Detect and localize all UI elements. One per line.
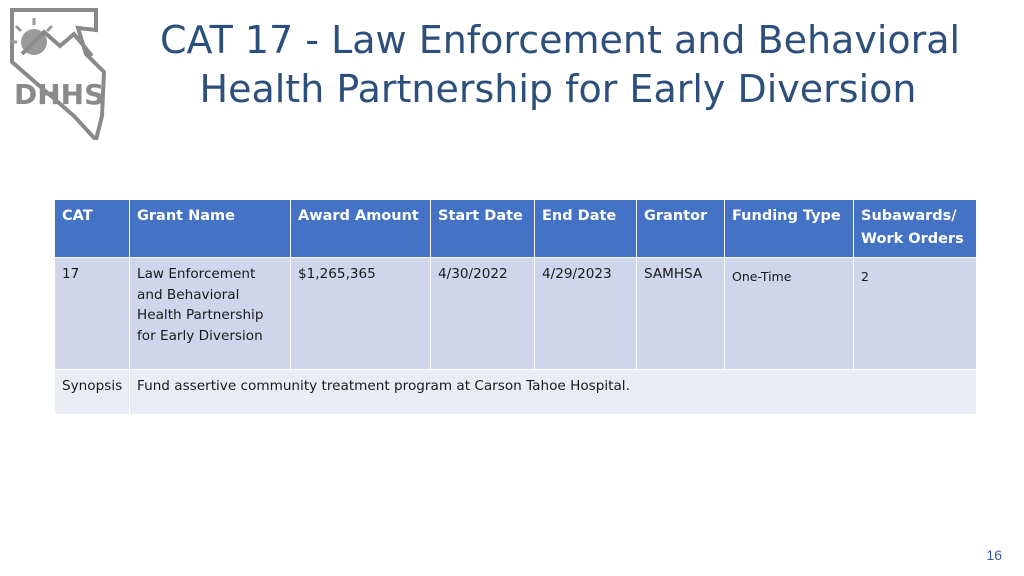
cell-grant-name: Law Enforcement and Behavioral Health Partnership for Early Diversion bbox=[130, 258, 291, 370]
header-cat: CAT bbox=[55, 200, 130, 258]
header-end-date: End Date bbox=[535, 200, 637, 258]
dhhs-logo bbox=[4, 4, 108, 140]
grant-table bbox=[54, 199, 977, 415]
table-header-row bbox=[55, 200, 977, 258]
title-line-1: CAT 17 - Law Enforcement and Behavioral bbox=[160, 18, 961, 62]
cell-funding-type: One-Time bbox=[725, 258, 854, 370]
header-funding-type: Funding Type bbox=[725, 200, 854, 258]
cell-subawards: 2 bbox=[854, 258, 977, 370]
header-start-date: Start Date bbox=[431, 200, 535, 258]
cell-cat: 17 bbox=[55, 258, 130, 370]
cell-end-date: 4/29/2023 bbox=[535, 258, 637, 370]
page-number: 16 bbox=[986, 547, 1002, 563]
table-row bbox=[55, 258, 977, 370]
cell-start-date: 4/30/2022 bbox=[431, 258, 535, 370]
synopsis-label: Synopsis bbox=[55, 370, 130, 415]
svg-text:DHHS: DHHS bbox=[14, 78, 105, 111]
header-grantor: Grantor bbox=[637, 200, 725, 258]
header-subawards: Subawards/ Work Orders bbox=[854, 200, 977, 258]
cell-grantor: SAMHSA bbox=[637, 258, 725, 370]
synopsis-text: Fund assertive community treatment program at Carson Tahoe Hospital. bbox=[130, 370, 977, 415]
cell-award-amount: $1,265,365 bbox=[291, 258, 431, 370]
synopsis-row bbox=[55, 370, 977, 415]
header-award-amount: Award Amount bbox=[291, 200, 431, 258]
header-grant-name: Grant Name bbox=[130, 200, 291, 258]
title-line-2: Health Partnership for Early Diversion bbox=[199, 67, 917, 111]
page-title bbox=[160, 16, 961, 114]
